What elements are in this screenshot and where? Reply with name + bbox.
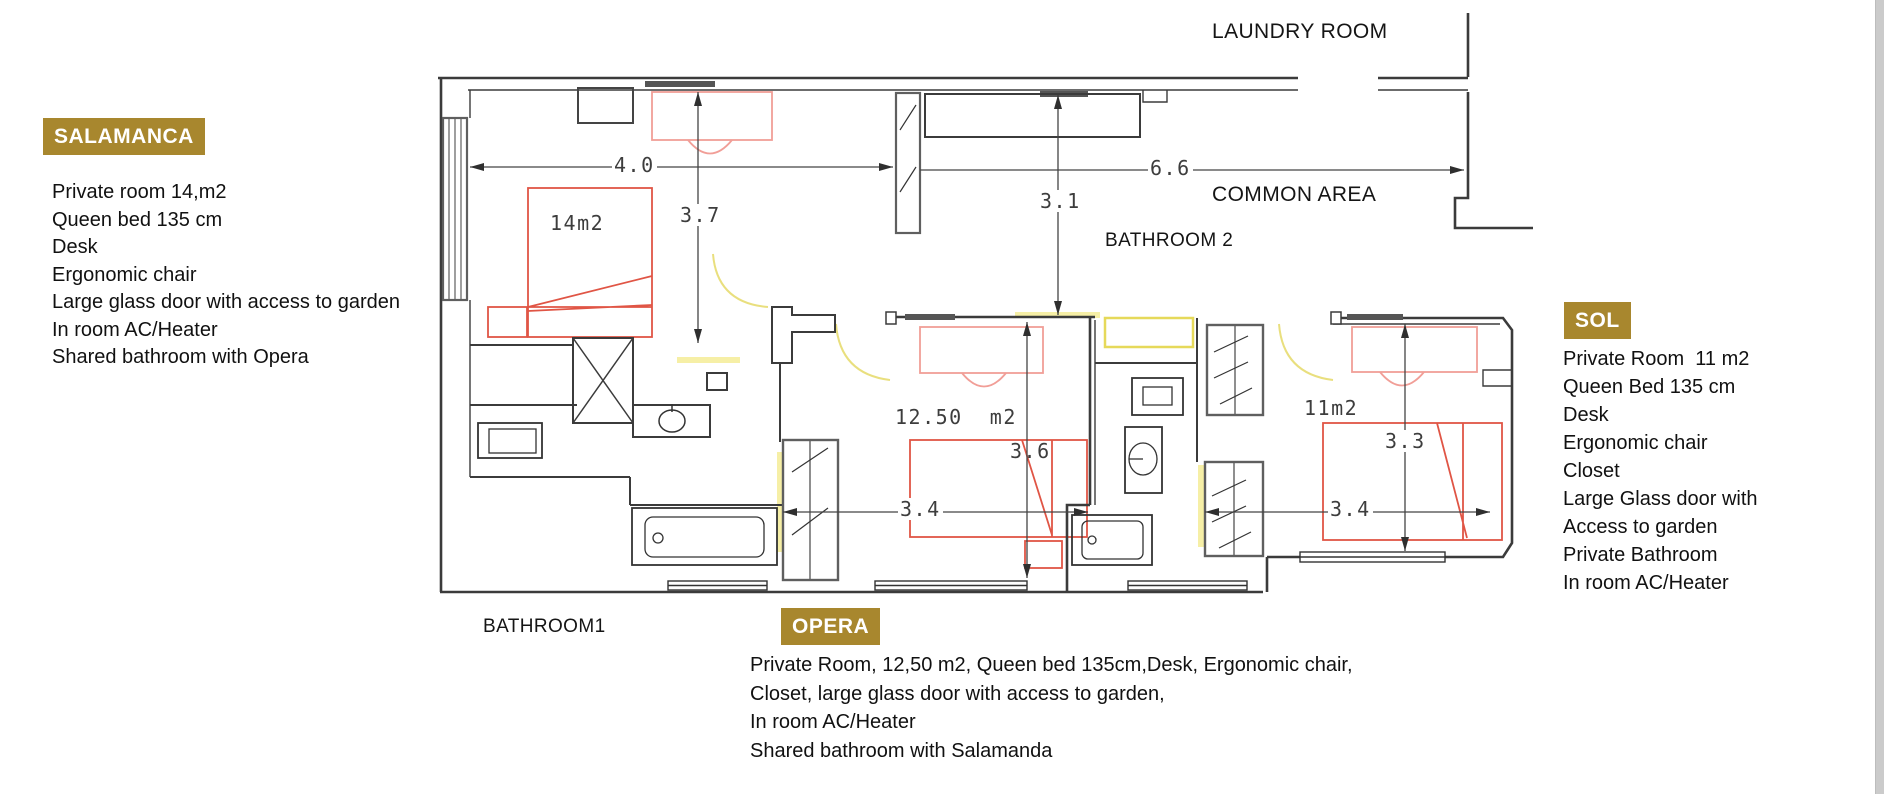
opera-description	[750, 651, 1353, 765]
label-common-area: COMMON AREA	[1212, 183, 1377, 206]
salamanca-description	[52, 179, 400, 372]
salamanca-desk-black	[578, 88, 633, 123]
dim-salamanca-width: 4.0	[614, 153, 655, 177]
sol-line: Access to garden	[1563, 516, 1718, 538]
sol-line: In room AC/Heater	[1563, 572, 1729, 594]
bathroom2-fixtures	[1072, 378, 1183, 565]
opera-line: Shared bathroom with Salamanda	[750, 739, 1053, 762]
salamanca-badge: SALAMANCA	[43, 118, 205, 155]
dim-opera-width: 3.4	[900, 497, 941, 521]
sol-line: Desk	[1563, 404, 1609, 426]
salamanca-line: Queen bed 135 cm	[52, 208, 223, 231]
salamanca-line: In room AC/Heater	[52, 318, 218, 341]
dim-salamanca-depth: 3.7	[680, 203, 721, 227]
sol-line: Private Room 11 m2	[1563, 348, 1750, 370]
dim-sol-width: 3.4	[1330, 497, 1371, 521]
dim-opera-depth: 3.6	[1010, 439, 1051, 463]
salamanca-line: Large glass door with access to garden	[52, 291, 400, 313]
label-bathroom1: BATHROOM1	[483, 616, 606, 637]
opera-line: In room AC/Heater	[750, 711, 916, 733]
opera-line: Private Room, 12,50 m2, Queen bed 135cm,Desk, Ergonomic chair,	[750, 654, 1353, 676]
bathroom2-highlight-box	[1105, 318, 1193, 347]
area-opera: 12.50 m2	[895, 405, 1017, 429]
dim-common-area-width: 6.6	[1150, 156, 1191, 180]
label-laundry-room: LAUNDRY ROOM	[1212, 20, 1388, 43]
opera-badge: OPERA	[781, 608, 880, 645]
sol-line: Closet	[1563, 460, 1620, 482]
area-salamanca: 14m2	[550, 211, 605, 235]
area-sol: 11m2	[1304, 396, 1359, 420]
sol-line: Ergonomic chair	[1563, 432, 1708, 454]
salamanca-line: Ergonomic chair	[52, 263, 197, 286]
salamanca-line: Shared bathroom with Opera	[52, 346, 309, 368]
windows	[668, 552, 1445, 590]
opera-line: Closet, large glass door with access to garden,	[750, 682, 1165, 705]
sol-line: Private Bathroom	[1563, 544, 1718, 566]
sol-badge: SOL	[1564, 302, 1631, 339]
common-area-sofa	[925, 94, 1140, 137]
sol-line: Queen Bed 135 cm	[1563, 376, 1736, 398]
bathroom1-fixtures	[478, 404, 777, 565]
sol-line: Large Glass door with	[1563, 488, 1758, 510]
sol-description	[1563, 345, 1758, 597]
dim-sol-depth: 3.3	[1385, 429, 1426, 453]
salamanca-line: Desk	[52, 236, 98, 258]
vertical-scrollbar[interactable]	[1875, 0, 1884, 794]
salamanca-line: Private room 14,m2	[52, 181, 227, 203]
x-wardrobe	[573, 338, 633, 423]
label-bathroom2: BATHROOM 2	[1105, 230, 1234, 251]
dim-common-area-depth: 3.1	[1040, 189, 1081, 213]
